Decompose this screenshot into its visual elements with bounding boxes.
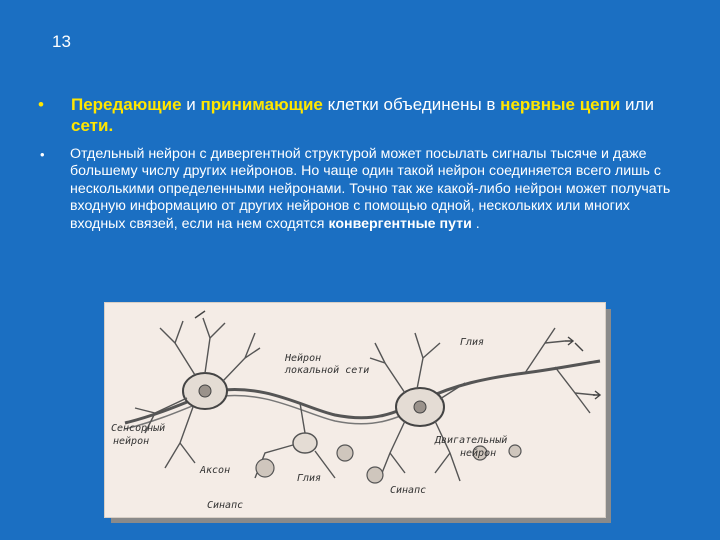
- label-glia-bottom: Глия: [297, 473, 322, 484]
- sensory-neuron-nucleus: [199, 385, 211, 397]
- text-or: или: [620, 95, 654, 114]
- label-motor: Двигательный: [435, 435, 508, 446]
- label-motor-2: нейрон: [460, 448, 497, 459]
- neuron-network-figure: [104, 302, 606, 518]
- paragraph-end: .: [471, 215, 480, 232]
- label-synapse-2: Синапс: [390, 485, 427, 496]
- bullet-2-text: [70, 146, 680, 233]
- slide-number: 13: [52, 32, 71, 51]
- label-axon: Аксон: [200, 465, 231, 476]
- networks-term: сети: [71, 116, 109, 135]
- diagram-labels: [111, 337, 507, 511]
- label-synapse-1: Синапс: [207, 500, 244, 511]
- label-local-neuron: Нейрон: [285, 353, 322, 364]
- bullet-point-2: [40, 146, 680, 233]
- paragraph-text: Отдельный нейрон с дивергентной структурой может посылать сигналы тысяче и даже большему числу других нейронов. Но чаще один такой нейрон соединяется всего лишь с несколькими определенными нейронами. Точно так же какой-либо нейрон может получать входную информацию от других нейронов с помощью одной, нескольких или многих входных связей, если на нем сходятся: [70, 146, 671, 232]
- motor-neuron-nucleus: [414, 401, 426, 413]
- local-neuron-body: [293, 433, 317, 453]
- bullet-1-text: [71, 94, 678, 136]
- label-sensory: Сенсорный: [111, 423, 166, 434]
- label-sensory-2: нейрон: [113, 436, 150, 447]
- bullet-point-1: [38, 94, 678, 136]
- bullet-dot: •: [40, 147, 45, 162]
- bullet-dot: •: [38, 95, 44, 114]
- neural-chains-term: нервные цепи: [500, 95, 621, 114]
- neuron-diagram: [105, 303, 605, 517]
- period: .: [108, 116, 114, 135]
- receiving-term: принимающие: [200, 95, 323, 114]
- convergent-paths-term: конвергентные пути: [328, 215, 472, 232]
- label-local-neuron-2: локальной сети: [285, 365, 370, 376]
- signal-arrows: [195, 311, 600, 399]
- axon-line-2: [125, 395, 425, 429]
- label-glia-top: Глия: [460, 337, 485, 348]
- text-cells-joined: клетки объединены в: [322, 95, 501, 114]
- transmitting-term: Передающие: [71, 95, 182, 114]
- text-and: и: [181, 95, 201, 114]
